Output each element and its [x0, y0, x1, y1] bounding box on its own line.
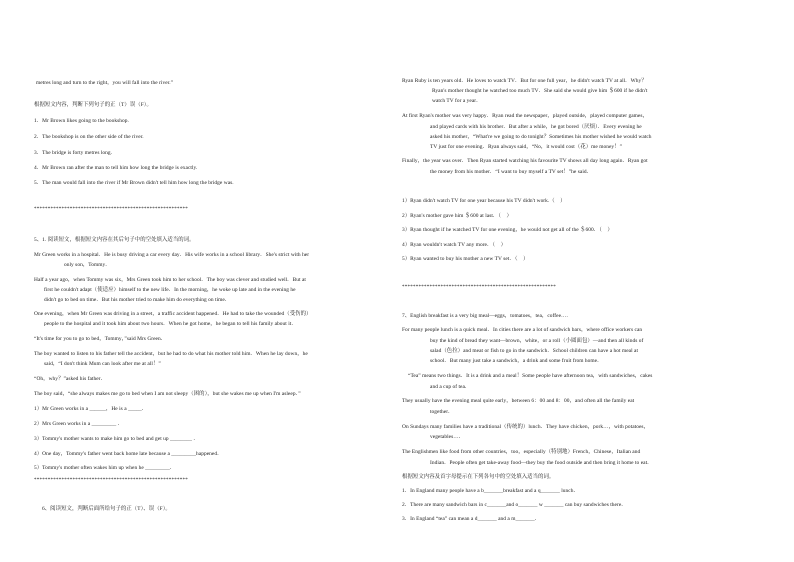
tf-question-3: 3）Ryan thought if he watched TV for one evening，he would not get all of the ＄600．（ ） — [402, 227, 613, 233]
fill-question-1: 1）Mr Green works in a ______，He is a _____． — [34, 406, 148, 412]
tf-item-4: 4．Mr Brown ran after the man to tell him how long the bridge is exactly. — [34, 165, 198, 171]
passage-line: and a cup of tea． — [430, 384, 471, 390]
passage-line: people to the hospital and it took him about two hours．When he got home，he began to tell his family about it． — [44, 321, 297, 327]
story-line: the money from his mother．“I want to buy myself a TV set！”he said． — [430, 169, 593, 175]
fill-question-2: 2）Mrs Green works in a _________ ． — [34, 421, 124, 427]
story-line: Finally，the year was over．Then Ryan started watching his favourite TV shows all day long again．Ryan got — [402, 158, 648, 164]
passage-line: vegetables…． — [430, 434, 465, 440]
story-line: asked his mother，“What're we going to do tonight？Sometimes his mother wished he would watch — [430, 134, 652, 140]
fill-question-3: 3）Tommy's mother wants to make him go to bed and get up ________ ． — [34, 436, 199, 442]
passage-line: said，“I don't think Mum can look after me at all！” — [44, 361, 161, 367]
fill-question-1: 1．In England many people have a b_______breakfast and a q_______ lunch． — [402, 488, 579, 494]
story-line: Ryan's mother thought he watched too much TV．She said she would give him ＄600 if he didn't — [432, 88, 648, 94]
passage-line: first he couldn't adapt（使适应）himself to the new life．In the morning，he woke up late and in the evening he — [44, 287, 296, 293]
passage-line: didn't go to bed on time．But his mother tried to make him do everything on time． — [44, 297, 231, 303]
story-line: and played cards with his brother．But after a while，he got bored（厌烦）．Every evening he — [430, 124, 642, 130]
separator-line: ******************************************************** — [34, 478, 188, 483]
passage-line: salad（色拉）and meat or fish to go in the sandwich．School children can have a hot meal at — [430, 348, 639, 354]
passage-line: One evening，when Mr Green was driving in a street，a traffic accident happened．He had to take the wounded（受伤的） — [34, 311, 312, 317]
section-7-instruction: 根据短文内容及首字母提示在下列各句中的空处填入适当的词。 — [402, 474, 555, 480]
passage-line: On Sundays many families have a traditional（传统的）lunch．They have chicken，pork…，with potatoes， — [402, 424, 649, 430]
passage-line: “Oh，why？”asked his father． — [34, 376, 106, 382]
story-line: watch TV for a year． — [432, 98, 482, 104]
fill-question-4: 4）One day，Tommy's father went back home late because a _________happened． — [34, 451, 223, 457]
task-a-instruction: 根据短文内容，判断下列句子的正（T）误（F）。 — [34, 102, 152, 108]
story-line: TV just for one evening．Ryan always said，“No，it would cost（花）me money！” — [430, 144, 623, 150]
story-line: At first Ryan's mother was very happy．Ryan read the newspaper，played outside，played computer games， — [402, 113, 648, 119]
passage-line: school．But many just take a sandwich，a drink and some fruit from home． — [430, 358, 603, 364]
passage-line: “It's time for you to go to bed，Tommy，”said Mrs Green． — [34, 336, 167, 342]
section-5-heading: 5、1. 阅读短文，根据短文内容在其后句子中的空处填入适当的词。 — [34, 237, 195, 243]
fill-question-5: 5）Tommy's mother often wakes him up when he _________． — [34, 465, 176, 471]
passage-line: Mr Green works in a hospital．He is busy driving a car every day．His wife works in a school library．She's strict with her — [34, 252, 310, 258]
passage-line: buy the kind of bread they want—brown，white，or a roll（小圆面包）—and then all kinds of — [430, 338, 644, 344]
separator-line: ******************************************************** — [34, 207, 188, 212]
passage-line: only son，Tommy． — [64, 262, 111, 268]
story-ending-line: metres long and turn to the right，you will fall into the river.” — [36, 80, 174, 86]
passage-line: Half a year ago，when Tommy was six，Mrs Green took him to her school．The boy was clever and studied well．But at — [34, 277, 306, 283]
tf-question-2: 2）Ryan's mother gave him ＄600 at last．（ ） — [402, 213, 512, 219]
tf-item-3: 3．The bridge is forty metres long. — [34, 150, 113, 156]
passage-line: Indian．People often get take-away food—they buy the food outside and then bring it home to eat． — [430, 460, 653, 466]
fill-question-2: 2．There are many sandwich bars in c_______and o_______ w _______ can buy sandwiches there． — [402, 502, 627, 508]
passage-line: together． — [430, 409, 454, 415]
tf-item-1: 1．Mr Brown likes going to the bookshop. — [34, 118, 129, 124]
passage-line: “Tea” means two things．It is a drink and a meal！Some people have afternoon tea，with sandwiches，cakes — [408, 373, 653, 379]
passage-line: The Englishmen like food from other countries，too，especially（特别地）French，Chinese，Italian and — [402, 449, 641, 455]
tf-item-5: 5．The man would fall into the river if Mr Brown didn't tell him how long the bridge was. — [34, 180, 234, 186]
passage-line: The boy said，“she always makes me go to bed when I am not sleepy（困的），but she wakes me up when I'm asleep．” — [34, 391, 301, 397]
story-line: Ryan Ruby is ten years old．He loves to watch TV．But for one full year，he didn't watch TV at all．Why？ — [402, 78, 647, 84]
fill-question-3: 3．In England “tea” can mean a d_______ and a m_______． — [402, 516, 541, 522]
right-column — [402, 0, 774, 562]
tf-question-1: 1）Ryan didn't watch TV for one year because his TV didn't work.（ ） — [402, 198, 566, 204]
passage-line: For many people lunch is a quick meal．In cities there are a lot of sandwich bars，where office workers can — [402, 327, 643, 333]
passage-line: They usually have the evening meal quite early，between 6：00 and 8：00，and often all the family eat — [402, 398, 635, 404]
tf-item-2: 2．The bookshop is on the other side of the river. — [34, 134, 144, 140]
tf-question-5: 5）Ryan wanted to buy his mother a new TV set．（ ） — [402, 256, 529, 262]
tf-question-4: 4）Ryan wouldn't watch TV any more．（ ） — [402, 242, 507, 248]
separator-line: ******************************************************** — [402, 285, 556, 290]
left-column — [34, 0, 390, 562]
section-7-heading: 7、English breakfast is a very big meal—eggs，tomatoes，tea，coffee…. — [402, 313, 568, 319]
section-6-heading: 6、阅读短文，判断后面所给句子的正（T）、误（F）。 — [42, 506, 171, 512]
passage-line: The boy wanted to listen to his father tell the accident，but he had to do what his mother told him．When he lay down，he — [34, 351, 308, 357]
